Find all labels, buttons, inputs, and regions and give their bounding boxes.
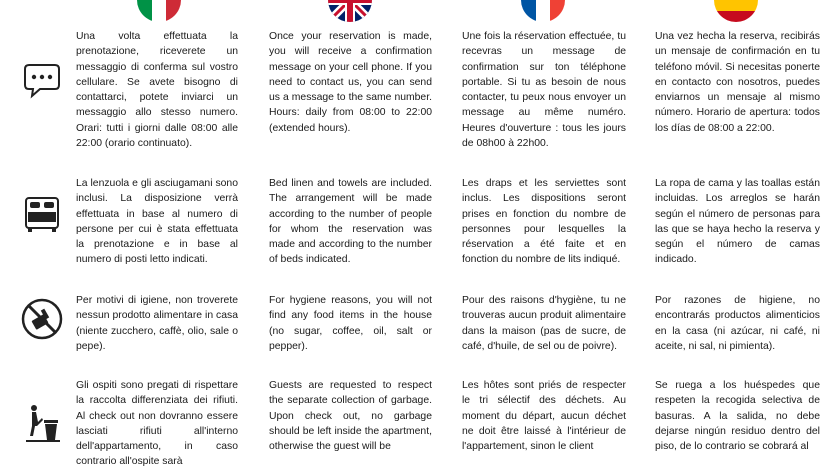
food-text-en: For hygiene reasons, you will not find any food items in the house (no sugar, coffee, oil, salt or pepper). [269,295,432,352]
linen-text-es: La ropa de cama y las toallas están incluidas. Los arreglos se harán según el número de personas para las que se haya hecho la reserva y según el número de camas indicado. [655,178,820,266]
contact-text-en: Once your reservation is made, you will receive a confirmation message on your cell phone. If you need to contact us, you can send us a message to the same number. Hours: daily from 08:00 to 22:00 (extended hours). [269,31,432,134]
no-food-icon [20,297,64,341]
chat-bubble-icon [20,59,64,103]
garbage-text-it: Gli ospiti sono pregati di rispettare la raccolta differenziata dei rifiuti. Al check out non dovranno essere lasciati rifiuti all'interno dell'appartamento, in caso contrario all'ospite sarà [76,380,238,468]
italian-flag-icon [137,0,181,22]
garbage-text-es: Se ruega a los huéspedes que respeten la recogida selectiva de basuras. A la salida, no debe dejarse ningún residuo dentro del piso, de lo contrario se cobrará al [655,380,820,453]
linen-text-it: La lenzuola e gli asciugamani sono inclusi. La disposizione verrà effettuata in base al numero di persone per cui è stata effettuata la prenotazione e in base al numero di posti letto indicati. [76,178,238,266]
french-flag-icon [521,0,565,22]
garbage-text-en: Guests are requested to respect the separate collection of garbage. Upon check out, no garbage should be left inside the apartment, otherwise the guest will be [269,380,432,453]
linen-text-fr: Les draps et les serviettes sont inclus. Les dispositions seront prises en fonction du nombre de personnes pour lesquelles la réservation a été faite et en fonction du nombre de lits indiqué. [462,178,626,266]
bed-icon [20,192,64,236]
contact-text-it: Una volta effettuata la prenotazione, riceverete un messaggio di conferma sul vostro cellulare. Se avete bisogno di contattarci, potete inviarci un messaggio allo stesso numero. Orari: tutti i giorni dalle 08:00 alle 22:00 (orario continuato). [76,31,238,150]
contact-text-es: Una vez hecha la reserva, recibirás un mensaje de confirmación en tu teléfono móvil. Si necesitas ponerte en contacto con nosotros, puedes enviarnos un mensaje al mismo número. Horario de apertura: todos los días de 08:00 a 22:00. [655,31,820,134]
trash-bin-icon [20,400,64,444]
spanish-flag-icon [714,0,758,22]
garbage-text-fr: Les hôtes sont priés de respecter le tri sélectif des déchets. Au moment du départ, aucun déchet ne doit être laissé à l'intérieur de l'appartement, sinon le client [462,380,626,453]
uk-flag-icon [328,0,372,22]
food-text-fr: Pour des raisons d'hygiène, tu ne trouveras aucun produit alimentaire dans la maison (pas de sucre, de café, d'huile, de sel ou de poivre). [462,295,626,352]
food-text-it: Per motivi di igiene, non troverete nessun prodotto alimentare in casa (niente zucchero, caffè, olio, sale o pepe). [76,295,238,352]
food-text-es: Por razones de higiene, no encontrarás productos alimenticios en la casa (ni azúcar, ni café, ni aceite, ni sal, ni pimienta). [655,295,820,352]
linen-text-en: Bed linen and towels are included. The arrangement will be made according to the number of people for whom the reservation was made and according to the number of beds indicated. [269,178,432,266]
contact-text-fr: Une fois la réservation effectuée, tu recevras un message de confirmation sur ton téléphone portable. Si tu as besoin de nous contacter, tu peux nous envoyer un message au même numéro. Heures d'ouverture : tous les jours de 08h00 à 22h00. [462,31,626,150]
